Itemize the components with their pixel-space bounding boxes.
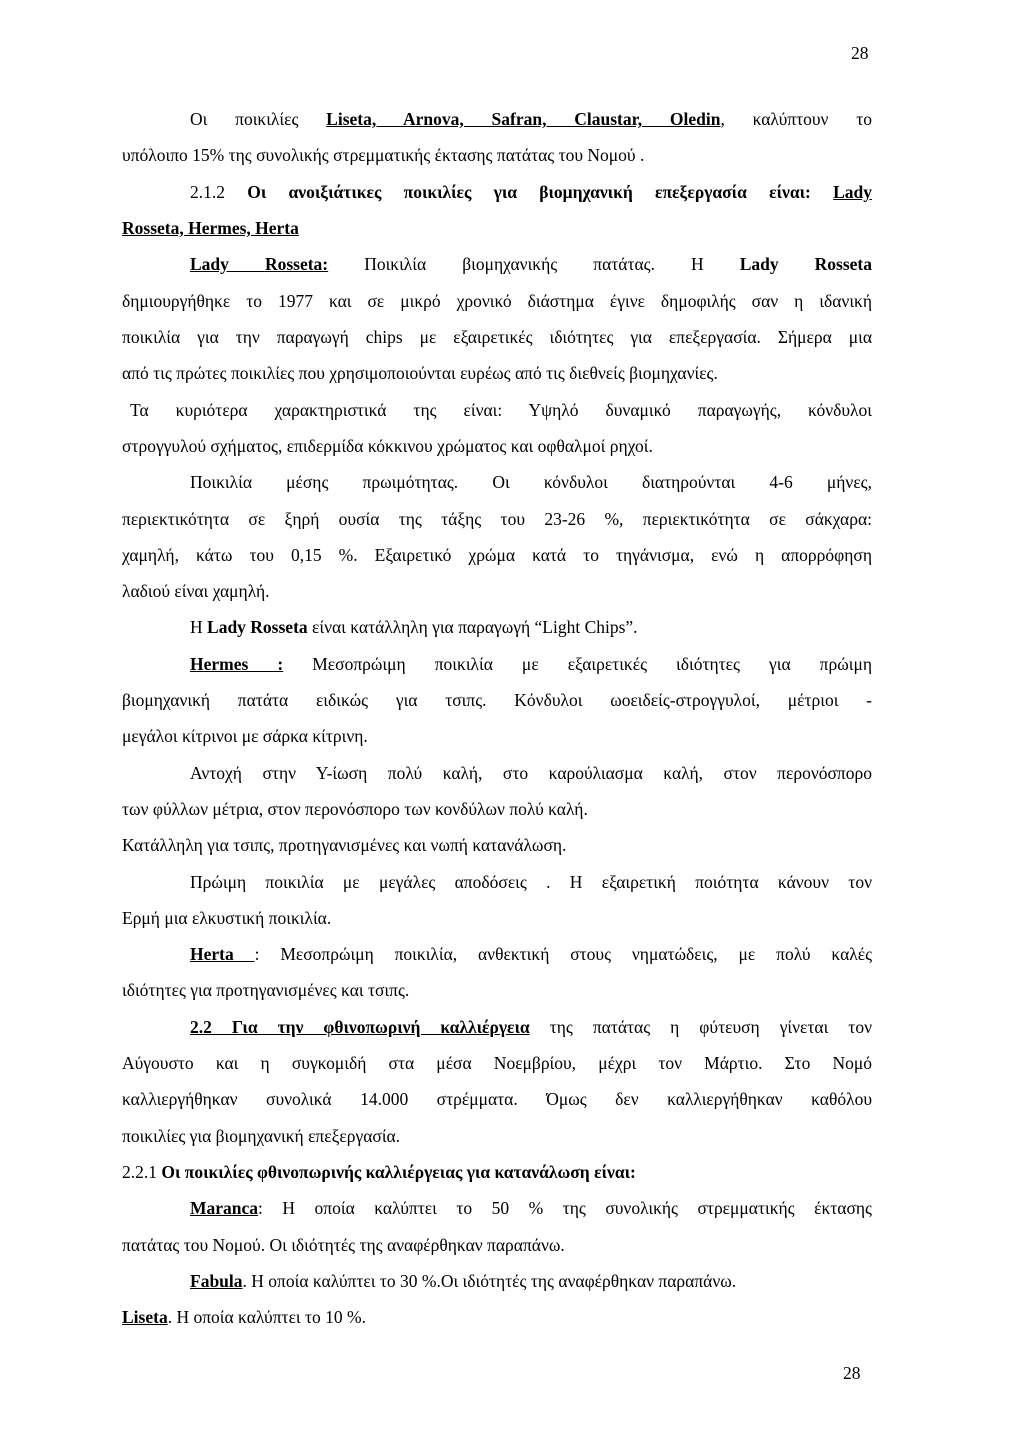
text-run: Αντοχή στην Υ-ίωση πολύ καλή, στο καρούλιασμα καλή, στον περονόσπορο bbox=[190, 763, 872, 783]
text-run: : Η οποία καλύπτει το 50 % της συνολικής στρεμματικής έκτασης bbox=[258, 1198, 872, 1218]
variety-name: Lady bbox=[833, 182, 872, 202]
variety-name: Hermes : bbox=[190, 654, 284, 674]
text-line bbox=[190, 1193, 872, 1223]
section-heading: 2.2 Για την φθινοπωρινή καλλιέργεια bbox=[190, 1017, 530, 1037]
variety-name: Herta bbox=[190, 944, 255, 964]
text-line bbox=[122, 1230, 872, 1260]
text-line bbox=[190, 1266, 940, 1296]
text-line bbox=[190, 758, 872, 788]
variety-name: Liseta bbox=[122, 1307, 168, 1327]
text-line bbox=[190, 867, 872, 897]
text-run: Ποικιλία βιομηχανικής πατάτας. Η bbox=[328, 254, 740, 274]
page-number-bottom: 28 bbox=[843, 1363, 861, 1383]
variety-name: Lady Rosseta bbox=[739, 254, 872, 274]
text-line bbox=[122, 975, 872, 1005]
text-line bbox=[122, 540, 872, 570]
text-run: Μεσοπρώιμη ποικιλία με εξαιρετικές ιδιότητες για πρώιμη bbox=[283, 654, 872, 674]
text-line bbox=[122, 903, 872, 933]
section-number: 2.2.1 bbox=[122, 1162, 162, 1182]
text-line bbox=[122, 721, 872, 751]
text-run: μεγάλοι κίτρινοι με σάρκα κίτρινη. bbox=[122, 726, 368, 746]
text-line bbox=[122, 685, 872, 715]
text-line bbox=[122, 830, 872, 860]
text-run: χαμηλή, κάτω του 0,15 %. Εξαιρετικό χρώμα κατά το τηγάνισμα, ενώ η απορρόφηση bbox=[122, 545, 872, 565]
text-run: Η bbox=[190, 617, 208, 637]
text-line bbox=[122, 431, 872, 461]
text-line bbox=[190, 467, 872, 497]
variety-name: Lady Rosseta: bbox=[190, 254, 329, 274]
text-run: Ποικιλία μέσης πρωιμότητας. Οι κόνδυλοι διατηρούνται 4-6 μήνες, bbox=[190, 472, 872, 492]
text-line bbox=[190, 177, 872, 207]
text-line bbox=[122, 286, 872, 316]
text-line bbox=[122, 1048, 872, 1078]
text-run: υπόλοιπο 15% της συνολικής στρεμματικής έκτασης πατάτας του Νομού . bbox=[122, 145, 645, 165]
variety-list: Liseta, Arnova, Safran, Claustar, Oledin bbox=[326, 109, 721, 129]
text-run: της πατάτας η φύτευση γίνεται τον bbox=[529, 1017, 872, 1037]
page-number-top: 28 bbox=[851, 43, 869, 63]
text-line bbox=[190, 104, 872, 134]
text-run: Ερμή μια ελκυστική ποικιλία. bbox=[122, 908, 332, 928]
text-run: στρογγυλού σχήματος, επιδερμίδα κόκκινου χρώματος και οφθαλμοί ρηχοί. bbox=[122, 436, 653, 456]
text-run: ποικιλία για την παραγωγή chips με εξαιρετικές ιδιότητες για επεξεργασία. Σήμερα μια bbox=[122, 327, 872, 347]
text-run: πατάτας του Νομού. Οι ιδιότητές της αναφέρθηκαν παραπάνω. bbox=[122, 1235, 565, 1255]
variety-name: Lady Rosseta bbox=[207, 617, 308, 637]
text-run: Κατάλληλη για τσιπς, προτηγανισμένες και νωπή κατανάλωση. bbox=[122, 835, 567, 855]
section-heading: Οι ανοιξιάτικες ποικιλίες για βιομηχανική επεξεργασία είναι: bbox=[247, 182, 834, 202]
text-line bbox=[122, 1157, 872, 1187]
text-line bbox=[190, 612, 940, 642]
text-run: ποικιλίες για βιομηχανική επεξεργασία. bbox=[122, 1126, 401, 1146]
text-line bbox=[190, 1012, 872, 1042]
text-run: ιδιότητες για προτηγανισμένες και τσιπς. bbox=[122, 980, 410, 1000]
text-run: καλλιεργήθηκαν συνολικά 14.000 στρέμματα. Όμως δεν καλλιεργήθηκαν καθόλου bbox=[122, 1089, 872, 1109]
variety-list: Rosseta, Hermes, Herta bbox=[122, 218, 299, 238]
text-line bbox=[122, 322, 872, 352]
text-line bbox=[122, 140, 872, 170]
text-line bbox=[122, 213, 872, 243]
text-run: Τα κυριότερα χαρακτηριστικά της είναι: Υψηλό δυναμικό παραγωγής, κόνδυλοι bbox=[130, 400, 872, 420]
text-line bbox=[190, 649, 872, 679]
text-line bbox=[122, 794, 872, 824]
text-line bbox=[122, 1121, 872, 1151]
text-line bbox=[122, 358, 872, 388]
text-run: . Η οποία καλύπτει το 30 %.Οι ιδιότητές της αναφέρθηκαν παραπάνω. bbox=[242, 1271, 737, 1291]
text-run: : Μεσοπρώιμη ποικιλία, ανθεκτική στους νηματώδεις, με πολύ καλές bbox=[254, 944, 872, 964]
section-number: 2.1.2 bbox=[190, 182, 248, 202]
text-run: , καλύπτουν το bbox=[720, 109, 872, 129]
text-run: Αύγουστο και η συγκομιδή στα μέσα Νοεμβρίου, μέχρι τον Μάρτιο. Στο Νομό bbox=[122, 1053, 872, 1073]
text-run: δημιουργήθηκε το 1977 και σε μικρό χρονικό διάστημα έγινε δημοφιλής σαν η ιδανική bbox=[122, 291, 872, 311]
text-run: είναι κατάλληλη για παραγωγή “Light Chips”. bbox=[307, 617, 638, 637]
text-run: λαδιού είναι χαμηλή. bbox=[122, 581, 270, 601]
variety-name: Fabula bbox=[190, 1271, 243, 1291]
text-line bbox=[130, 395, 872, 425]
variety-name: Maranca bbox=[190, 1198, 259, 1218]
text-line bbox=[122, 1084, 872, 1114]
text-run: των φύλλων μέτρια, στον περονόσπορο των κονδύλων πολύ καλή. bbox=[122, 799, 588, 819]
text-run: περιεκτικότητα σε ξηρή ουσία της τάξης του 23-26 %, περιεκτικότητα σε σάκχαρα: bbox=[122, 509, 872, 529]
text-run: από τις πρώτες ποικιλίες που χρησιμοποιούνται ευρέως από τις διεθνείς βιομηχανίες. bbox=[122, 363, 718, 383]
text-line bbox=[122, 1302, 872, 1332]
section-heading: Οι ποικιλίες φθινοπωρινής καλλιέργειας για κατανάλωση είναι: bbox=[161, 1162, 636, 1182]
text-line bbox=[122, 504, 872, 534]
text-line bbox=[190, 249, 872, 279]
text-run: Πρώιμη ποικιλία με μεγάλες αποδόσεις . Η εξαιρετική ποιότητα κάνουν τον bbox=[190, 872, 872, 892]
text-line bbox=[190, 939, 872, 969]
text-run: βιομηχανική πατάτα ειδικώς για τσιπς. Κόνδυλοι ωοειδείς-στρογγυλοί, μέτριοι - bbox=[122, 690, 872, 710]
text-run: Οι ποικιλίες bbox=[190, 109, 327, 129]
text-run: . Η οποία καλύπτει το 10 %. bbox=[167, 1307, 367, 1327]
text-line bbox=[122, 576, 872, 606]
